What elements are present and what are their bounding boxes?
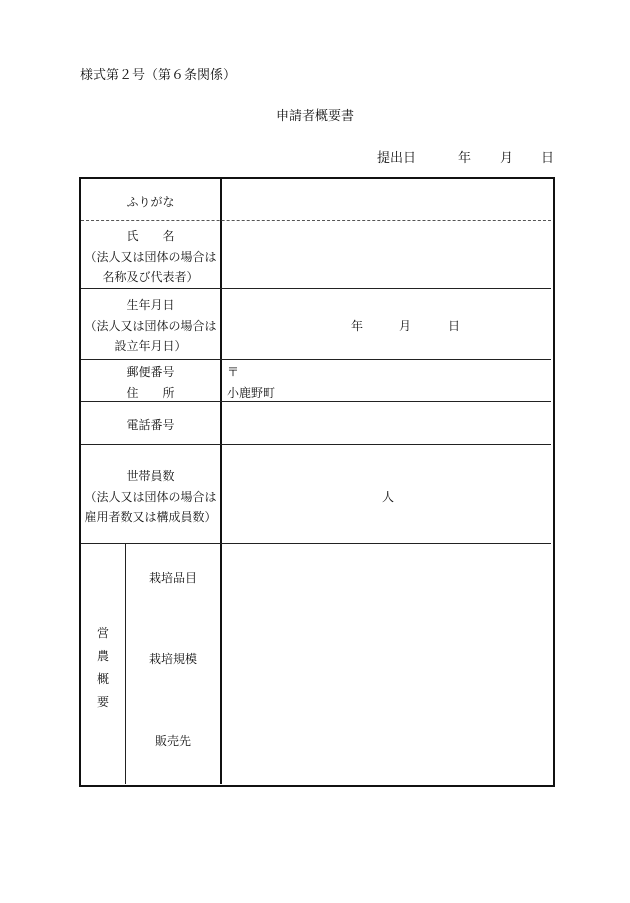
submission-year-label: 年 [458, 151, 472, 166]
birthdate-field[interactable] [222, 289, 551, 359]
submission-month-label: 月 [500, 151, 514, 166]
birthdate-year-label: 年 [351, 319, 364, 333]
name-field[interactable] [222, 221, 551, 288]
submission-day-label: 日 [541, 151, 555, 166]
farming-label-char-3: 概 [96, 672, 109, 686]
scale-field[interactable] [222, 624, 551, 704]
address-value: 小鹿野町 [227, 386, 276, 400]
crops-label: 栽培品目 [148, 571, 197, 585]
postal-mark: 〒 [227, 365, 240, 379]
birthdate-note-2: 設立年月日） [114, 339, 187, 353]
name-note-1: （法人又は団体の場合は [84, 250, 217, 264]
birthdate-label: 生年月日 [126, 298, 175, 312]
scale-label: 栽培規模 [148, 652, 197, 666]
farming-label-char-2: 農 [96, 649, 109, 663]
furigana-label: ふりがな [126, 195, 175, 209]
farming-label-char-4: 要 [96, 695, 109, 709]
form-number: 様式第２号（第６条関係） [80, 68, 237, 83]
postal-code-label: 郵便番号 [126, 365, 175, 379]
name-note-2: 名称及び代表者） [102, 270, 199, 284]
household-note-1: （法人又は団体の場合は [84, 490, 217, 504]
sales-label: 販売先 [154, 734, 191, 748]
household-note-2: 雇用者数又は構成員数） [84, 510, 217, 524]
household-unit: 人 [382, 490, 395, 504]
farming-label-char-1: 営 [96, 626, 109, 640]
sales-field[interactable] [222, 704, 551, 783]
crops-field[interactable] [222, 544, 551, 624]
document-title: 申請者概要書 [275, 109, 354, 124]
phone-field[interactable] [222, 402, 551, 444]
birthdate-month-label: 月 [399, 319, 412, 333]
birthdate-day-label: 日 [448, 319, 461, 333]
furigana-field[interactable] [222, 179, 551, 220]
submission-date-label: 提出日 [377, 151, 417, 166]
household-label: 世帯員数 [126, 469, 175, 483]
birthdate-note-1: （法人又は団体の場合は [84, 319, 217, 333]
address-label: 住 所 [126, 386, 175, 400]
name-label: 氏 名 [126, 229, 175, 243]
phone-label: 電話番号 [126, 418, 175, 432]
